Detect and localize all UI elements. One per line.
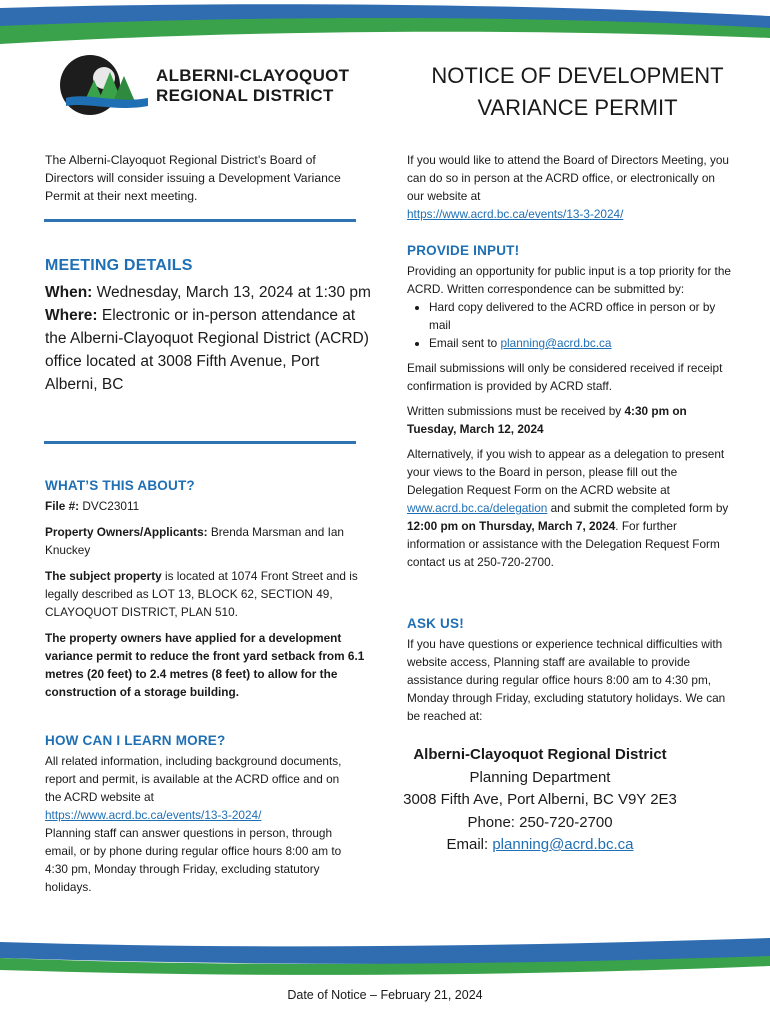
learn-heading: HOW CAN I LEARN MORE?: [45, 733, 226, 748]
input-body: [407, 262, 732, 571]
delegation-link[interactable]: www.acrd.bc.ca/delegation: [407, 501, 548, 515]
contact-email-label: Email:: [446, 836, 493, 853]
bottom-banner-swoosh: [0, 936, 770, 980]
when-value: Wednesday, March 13, 2024 at 1:30 pm: [92, 284, 371, 301]
planning-email-link[interactable]: planning@acrd.bc.ca: [500, 336, 612, 350]
file-value: DVC23011: [79, 499, 140, 513]
delegation-info: [407, 445, 732, 571]
contact-address: 3008 Fifth Ave, Port Alberni, BC V9Y 2E3: [403, 791, 677, 808]
submission-list: [407, 298, 732, 352]
applied-text: The property owners have applied for a development variance permit to reduce the front yard setback from 6.1 metres (20 feet) to 2.4 metres (8 feet) to allow for the construction of a storage building.: [45, 631, 365, 699]
where-value: Electronic or in-person attendance at the Alberni-Clayoquot Regional District (ACRD) office located at 3008 Fifth Avenue, Port Alberni, BC: [45, 307, 369, 393]
org-name-line1: ALBERNI-CLAYOQUOT: [156, 66, 350, 85]
contact-email: [395, 834, 685, 857]
deleg-text-1: Alternatively, if you wish to appear as a delegation to present your views to the Board in person, please fill out the Delegation Request Form on the ACRD website at: [407, 447, 725, 497]
file-label: File #:: [45, 499, 80, 513]
ask-heading: ASK US!: [407, 616, 464, 631]
learn-text-1: All related information, including background documents, report and permit, is available at the ACRD office and on the ACRD website at: [45, 754, 342, 804]
meeting-when: [45, 281, 375, 304]
submission-item-mail: • Hard copy delivered to the ACRD office in person or by mail: [429, 298, 732, 334]
learn-events-link[interactable]: https://www.acrd.bc.ca/events/13-3-2024/: [45, 808, 262, 822]
when-label: When:: [45, 284, 93, 301]
attend-events-link[interactable]: https://www.acrd.bc.ca/events/13-3-2024/: [407, 207, 624, 221]
learn-body: [45, 752, 355, 896]
deleg-text-2: and submit the completed form by: [547, 501, 729, 515]
file-number: [45, 497, 365, 515]
attend-text: If you would like to attend the Board of Directors Meeting, you can do so in person at the ACRD office, or electronically on our website at: [407, 153, 729, 203]
top-banner-swoosh: [0, 0, 770, 48]
about-heading: WHAT’S THIS ABOUT?: [45, 478, 195, 493]
deleg-deadline: 12:00 pm on Thursday, March 7, 2024: [407, 519, 616, 533]
input-intro: Providing an opportunity for public input is a top priority for the ACRD. Written correspondence can be submitted by:: [407, 264, 731, 296]
submission-item-email: [429, 334, 732, 352]
owners-value: Brenda Marsman and Ian Knuckey: [45, 525, 344, 557]
input-heading: PROVIDE INPUT!: [407, 243, 520, 258]
org-logo: [56, 54, 356, 118]
learn-text-2: Planning staff can answer questions in person, through email, or by phone during regular office hours 8:00 am to 4:30 pm, Monday through Friday, excluding statutory holidays.: [45, 826, 342, 894]
deadline-text: Written submissions must be received by: [407, 404, 625, 418]
contact-block: [395, 744, 685, 857]
where-label: Where:: [45, 307, 98, 324]
notice-title-line2: VARIANCE PERMIT: [477, 95, 678, 120]
deadline-date: 4:30 pm on Tuesday, March 12, 2024: [407, 404, 687, 436]
attend-body: [407, 151, 732, 223]
meeting-where: [45, 304, 375, 396]
meeting-details: [45, 281, 375, 396]
owners: [45, 523, 365, 559]
divider-2: [44, 441, 356, 444]
intro-text: The Alberni-Clayoquot Regional District’s Board of Directors will consider issuing a Development Variance Permit at their next meeting.: [45, 153, 341, 203]
meeting-heading: MEETING DETAILS: [45, 257, 193, 274]
subject-property: [45, 567, 365, 621]
logo-emblem-icon: [56, 54, 152, 116]
email-note: Email submissions will only be considered received if receipt confirmation is provided by ACRD staff.: [407, 361, 723, 393]
contact-org: Alberni-Clayoquot Regional District: [413, 746, 667, 763]
owners-label: Property Owners/Applicants:: [45, 525, 208, 539]
subject-label: The subject property: [45, 569, 162, 583]
notice-title: [400, 60, 755, 124]
divider-1: [44, 219, 356, 222]
contact-phone: Phone: 250-720-2700: [467, 813, 613, 831]
org-name-line2: REGIONAL DISTRICT: [156, 86, 334, 105]
footer-date: Date of Notice – February 21, 2024: [287, 988, 483, 1002]
contact-email-link[interactable]: planning@acrd.bc.ca: [492, 836, 634, 853]
contact-dept: Planning Department: [469, 768, 611, 786]
email-bullet-text: Email sent to: [429, 336, 501, 350]
about-body: [45, 497, 365, 701]
deleg-text-3: . For further information or assistance with the Delegation Request Form contact us at 250-720-2700.: [407, 519, 720, 569]
application-summary: [45, 629, 365, 701]
subject-value: is located at 1074 Front Street and is legally described as LOT 13, BLOCK 62, SECTION 49, CLAYOQUOT DISTRICT, PLAN 510.: [45, 569, 358, 619]
deadline: [407, 402, 732, 438]
notice-title-line1: NOTICE OF DEVELOPMENT: [431, 63, 724, 88]
ask-text: If you have questions or experience technical difficulties with website access, Planning staff are available to provide assistance during regular office hours 8:00 am to 4:30 pm, Monday through Friday, excluding statutory holidays. We can be reached at:: [407, 637, 726, 723]
